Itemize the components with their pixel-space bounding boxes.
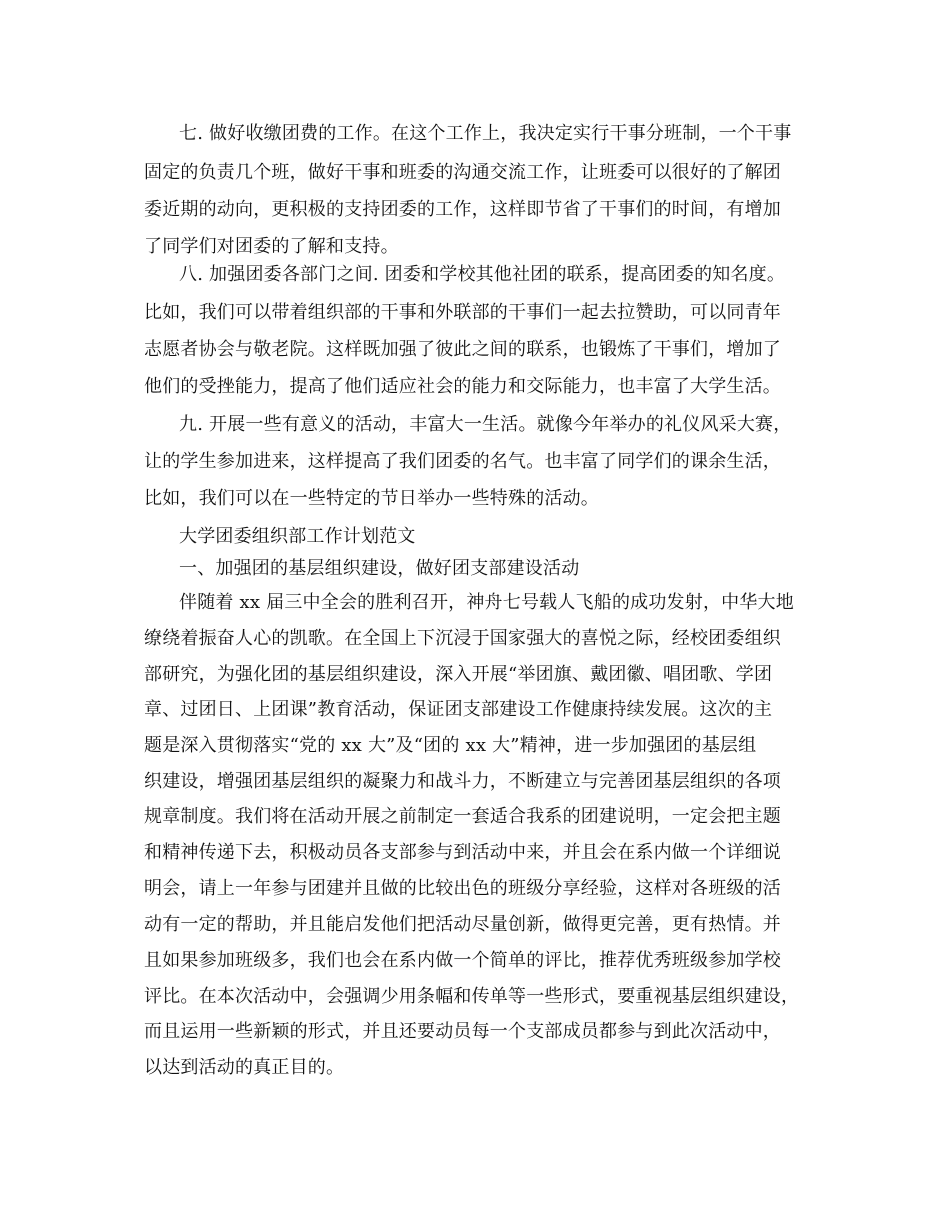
paragraph-7-line-3: 委近期的动向，更积极的支持团委的工作，这样即节省了干事们的时间，有增加 bbox=[144, 199, 781, 220]
body-line-6: 织建设，增强团基层组织的凝聚力和战斗力，不断建立与完善团基层组织的各项 bbox=[144, 771, 781, 792]
section-title: 大学团委组织部工作计划范文 bbox=[179, 526, 416, 547]
paragraph-8-line-1: 八. 加强团委各部门之间. 团委和学校其他社团的联系，提高团委的知名度。 bbox=[179, 264, 786, 285]
body-line-10: 动有一定的帮助，并且能启发他们把活动尽量创新，做得更完善，更有热情。并 bbox=[144, 914, 781, 935]
body-line-3: 部研究，为强化团的基层组织建设，深入开展“举团旗、戴团徽、唱团歌、学团 bbox=[144, 664, 773, 685]
body-line-12: 评比。在本次活动中，会强调少用条幅和传单等一些形式，要重视基层组织建设， bbox=[144, 986, 800, 1007]
body-line-11: 且如果参加班级多，我们也会在系内做一个简单的评比，推荐优秀班级参加学校 bbox=[144, 950, 781, 971]
section-heading-1: 一、加强团的基层组织建设，做好团支部建设活动 bbox=[179, 558, 580, 579]
paragraph-9-line-1: 九. 开展一些有意义的活动，丰富大一生活。就像今年举办的礼仪风采大赛， bbox=[179, 414, 792, 435]
body-line-9: 明会，请上一年参与团建并且做的比较出色的班级分享经验，这样对各班级的活 bbox=[144, 878, 781, 899]
paragraph-8-line-2: 比如，我们可以带着组织部的干事和外联部的干事们一起去拉赞助，可以同青年 bbox=[144, 302, 781, 323]
body-line-4: 章、过团日、上团课”教育活动，保证团支部建设工作健康持续发展。这次的主 bbox=[144, 699, 773, 720]
paragraph-7-line-4: 了同学们对团委的了解和支持。 bbox=[144, 236, 399, 257]
body-line-14: 以达到活动的真正目的。 bbox=[144, 1057, 345, 1078]
paragraph-9-line-3: 比如，我们可以在一些特定的节日举办一些特殊的活动。 bbox=[144, 488, 599, 509]
body-line-7: 规章制度。我们将在活动开展之前制定一套适合我系的团建说明，一定会把主题 bbox=[144, 806, 781, 827]
body-line-8: 和精神传递下去，积极动员各支部参与到活动中来，并且会在系内做一个详细说 bbox=[144, 842, 781, 863]
body-line-13: 而且运用一些新颖的形式，并且还要动员每一个支部成员都参与到此次活动中， bbox=[144, 1021, 781, 1042]
body-line-1: 伴随着 xx 届三中全会的胜利召开，神舟七号载人飞船的成功发射，中华大地 bbox=[179, 592, 794, 613]
paragraph-7-line-1: 七. 做好收缴团费的工作。在这个工作上，我决定实行干事分班制，一个干事 bbox=[179, 123, 792, 144]
body-line-2: 缭绕着振奋人心的凯歌。在全国上下沉浸于国家强大的喜悦之际，经校团委组织 bbox=[144, 628, 781, 649]
paragraph-7-line-2: 固定的负责几个班，做好干事和班委的沟通交流工作，让班委可以很好的了解团 bbox=[144, 162, 781, 183]
paragraph-8-line-3: 志愿者协会与敬老院。这样既加强了彼此之间的联系，也锻炼了干事们，增加了 bbox=[144, 339, 781, 360]
paragraph-8-line-4: 他们的受挫能力，提高了他们适应社会的能力和交际能力，也丰富了大学生活。 bbox=[144, 376, 781, 397]
paragraph-9-line-2: 让的学生参加进来，这样提高了我们团委的名气。也丰富了同学们的课余生活， bbox=[144, 451, 781, 472]
body-line-5: 题是深入贯彻落实“党的 xx 大”及“团的 xx 大”精神，进一步加强团的基层组 bbox=[144, 735, 757, 756]
